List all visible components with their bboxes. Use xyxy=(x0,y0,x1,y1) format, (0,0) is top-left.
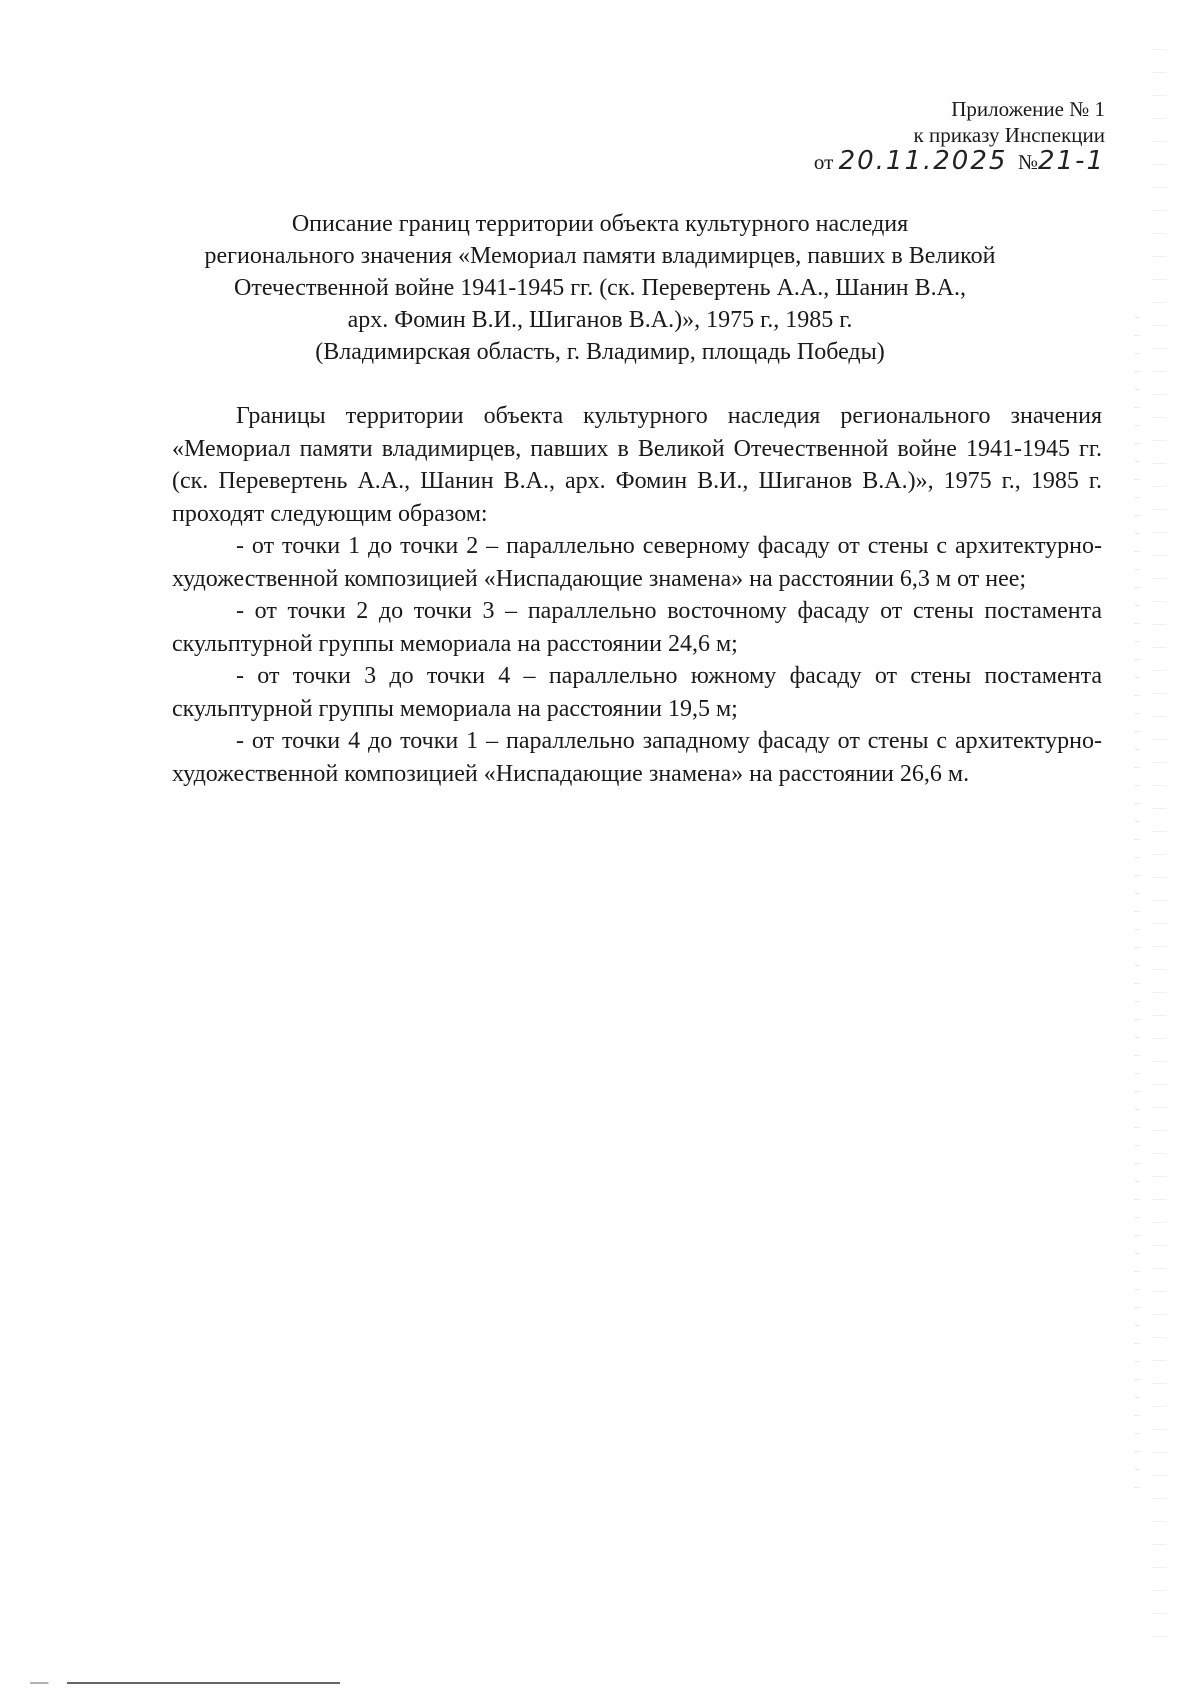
scan-artifact xyxy=(1134,300,1140,1500)
boundary-item: - от точки 3 до точки 4 – параллельно южному фасаду от стены постамента скульптурной группы мемориала на расстоянии 19,5 м; xyxy=(172,663,1102,722)
boundary-item: - от точки 4 до точки 1 – параллельно западному фасаду от стены с архитектурно-художественной композицией «Ниспадающие знамена» на расстоянии 26,6 м. xyxy=(172,728,1102,787)
document-title xyxy=(150,208,1050,368)
order-date-line xyxy=(685,148,1105,175)
handwritten-number: 21-1 xyxy=(1037,146,1105,176)
boundary-item: - от точки 2 до точки 3 – параллельно восточному фасаду от стены постамента скульптурной группы мемориала на расстоянии 24,6 м; xyxy=(172,598,1102,657)
title-line: регионального значения «Мемориал памяти владимирцев, павших в Великой xyxy=(204,243,996,269)
document-body xyxy=(172,400,1102,790)
appendix-header xyxy=(685,96,1105,175)
title-line: арх. Фомин В.И., Шиганов В.А.)», 1975 г., 1985 г. xyxy=(347,307,853,333)
order-reference: к приказу Инспекции xyxy=(913,123,1105,147)
title-line: (Владимирская область, г. Владимир, площадь Победы) xyxy=(315,339,885,365)
boundary-item: - от точки 1 до точки 2 – параллельно северному фасаду от стены с архитектурно-художественной композицией «Ниспадающие знамена» на расстоянии 6,3 м от нее; xyxy=(172,533,1102,592)
number-prefix: № xyxy=(1017,150,1038,174)
intro-paragraph: Границы территории объекта культурного наследия регионального значения «Мемориал памяти владимирцев, павших в Великой Отечественной войне 1941-1945 гг. (ск. Перевертень А.А., Шанин В.А., арх. Фомин В.И., Шиганов В.А.)», 1975 г., 1985 г. проходят следующим образом: xyxy=(172,403,1102,527)
title-line: Описание границ территории объекта культурного наследия xyxy=(291,211,909,237)
date-prefix: от xyxy=(813,150,834,174)
scan-footer-line xyxy=(30,1682,340,1684)
title-line: Отечественной войне 1941-1945 гг. (ск. Перевертень А.А., Шанин В.А., xyxy=(234,275,966,301)
scan-artifact xyxy=(1152,40,1166,1640)
handwritten-date: 20.11.2025 xyxy=(838,146,1008,176)
appendix-number: Приложение № 1 xyxy=(951,97,1105,121)
